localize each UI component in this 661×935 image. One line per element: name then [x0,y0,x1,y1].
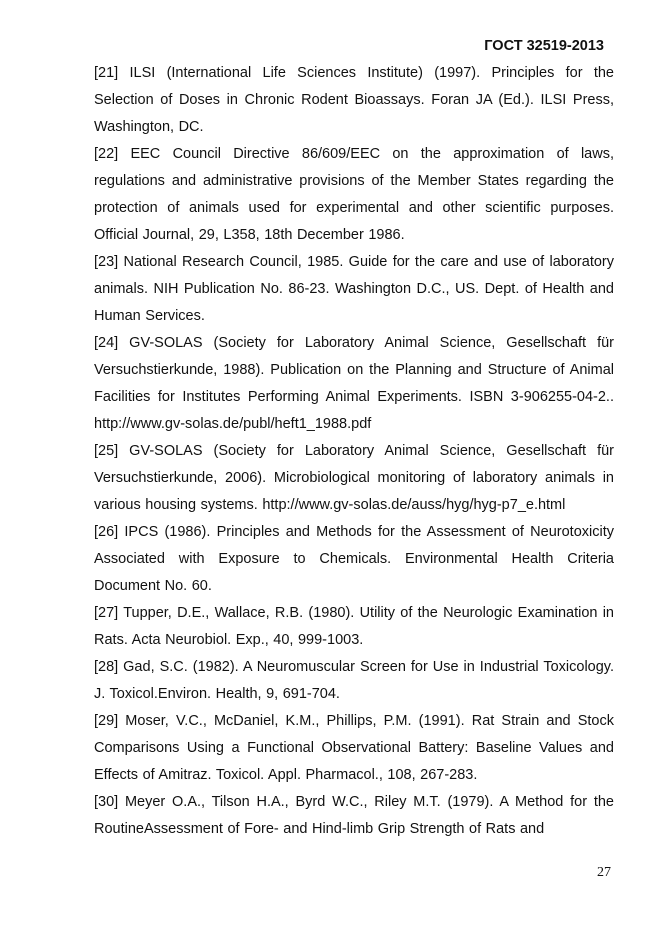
reference-item-28: [28] Gad, S.C. (1982). A Neuromuscular Screen for Use in Industrial Toxicology. J. Toxicol.Environ. Health, 9, 691-704. [94,659,614,702]
reference-item-24: [24] GV-SOLAS (Society for Laboratory Animal Science, Gesellschaft für Versuchstierkunde, 1988). Publication on the Planning and Structure of Animal Facilities for Institutes Performing Animal Experiments. ISBN 3-906255-04-2.. http://www.gv-solas.de/publ/heft1_1988.pdf [94,335,614,432]
reference-item-25: [25] GV-SOLAS (Society for Laboratory Animal Science, Gesellschaft für Versuchstierkunde, 2006). Microbiological monitoring of laboratory animals in various housing systems. http://www.gv-solas.de/auss/hyg/hyg-p7_e.html [94,443,614,513]
reference-item-26: [26] IPCS (1986). Principles and Methods for the Assessment of Neurotoxicity Associated with Exposure to Chemicals. Environmental Health Criteria Document No. 60. [94,524,614,594]
reference-item-23: [23] National Research Council, 1985. Guide for the care and use of laboratory animals. NIH Publication No. 86-23. Washington D.C., US. Dept. of Health and Human Services. [94,254,614,324]
reference-item-22: [22] EEC Council Directive 86/609/EEC on the approximation of laws, regulations and administrative provisions of the Member States regarding the protection of animals used for experimental and other scientific purposes. Official Journal, 29, L358, 18th December 1986. [94,146,614,243]
reference-item-29: [29] Moser, V.C., McDaniel, K.M., Phillips, P.M. (1991). Rat Strain and Stock Comparisons Using a Functional Observational Battery: Baseline Values and Effects of Amitraz. Toxicol. Appl. Pharmacol., 108, 267-283. [94,713,614,783]
reference-item-21: [21] ILSI (International Life Sciences Institute) (1997). Principles for the Selection of Doses in Chronic Rodent Bioassays. Foran JA (Ed.). ILSI Press, Washington, DC. [94,65,614,135]
reference-list [94,60,614,843]
reference-item-27: [27] Tupper, D.E., Wallace, R.B. (1980). Utility of the Neurologic Examination in Rats. Acta Neurobiol. Exp., 40, 999-1003. [94,605,614,648]
standard-code-header: ГОСТ 32519-2013 [484,38,604,54]
page-number: 27 [597,865,611,880]
reference-item-30: [30] Meyer O.A., Tilson H.A., Byrd W.C., Riley M.T. (1979). A Method for the RoutineAssessment of Fore- and Hind-limb Grip Strength of Rats and [94,794,614,837]
